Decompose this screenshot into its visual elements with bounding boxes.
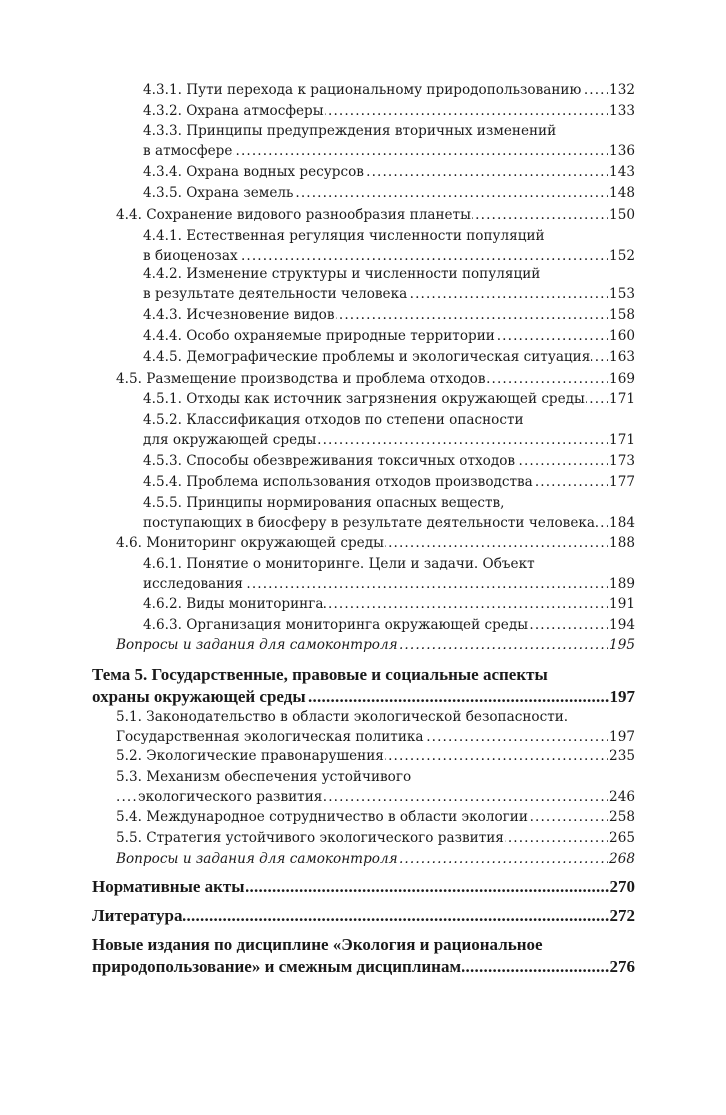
toc-chapter-entry[interactable] [92,876,635,898]
toc-chapter-title: Тема 5. Государственные, правовые и социальные аспекты [92,665,548,684]
toc-entry-title: 4.3.2. Охрана атмосферы [143,103,324,119]
toc-entry-title-cont: Государственная экологическая политика [116,729,424,745]
toc-chapter-page: 276 [609,957,635,976]
toc-entry-page: 153 [609,286,635,302]
toc-entry-title: 4.6.1. Понятие о мониторинге. Цели и задачи. Объект [143,556,535,572]
toc-chapter-entry[interactable] [92,905,635,927]
toc-entry-page: 177 [609,474,635,490]
toc-entry-page: 235 [609,748,635,764]
toc-entry-title: 4.3.4. Охрана водных ресурсов [143,164,364,180]
toc-entry[interactable] [116,205,635,225]
toc-entry-title: 4.5.3. Способы обезвреживания токсичных отходов [143,453,516,469]
toc-entry[interactable] [143,347,635,367]
toc-entry-title: 4.6. Мониторинг окружающей среды [116,535,384,551]
toc-entry[interactable] [116,369,635,389]
toc-entry-page: 158 [609,307,635,323]
toc-entry[interactable] [143,183,635,203]
toc-entry-page: 152 [609,248,635,264]
toc-entry-page: 163 [609,349,635,365]
toc-chapter-page: 272 [609,906,635,925]
toc-entry-title-cont: исследования [143,576,243,592]
toc-entry-title: 4.5. Размещение производства и проблема отходов [116,371,486,387]
toc-entry-page: 148 [609,185,635,201]
toc-entry-title: 4.3.5. Охрана земель [143,185,294,201]
toc-entry-title: 4.6.3. Организация мониторинга окружающей среды [143,617,529,633]
toc-entry-page: 132 [609,82,635,98]
toc-entry[interactable] [116,533,635,553]
toc-entry-page: 171 [609,391,635,407]
toc-entry[interactable] [116,828,635,848]
toc-entry-page: 189 [609,576,635,592]
toc-entry-page: 133 [609,103,635,119]
toc-entry-page: 194 [609,617,635,633]
toc-entry-page: 246 [609,789,635,805]
toc-entry[interactable] [143,615,635,635]
toc-entry-title: 4.5.1. Отходы как источник загрязнения окружающей среды [143,391,585,407]
toc-entry-page: 171 [609,432,635,448]
toc-entry[interactable] [116,849,635,869]
toc-chapter-page: 270 [609,877,635,896]
toc-chapter-title: Нормативные акты [92,877,245,896]
toc-entry[interactable] [116,707,635,747]
toc-entry[interactable] [143,101,635,121]
toc-entry-title-cont: в результате деятельности человека [143,286,408,302]
toc-entry-page: 265 [609,830,635,846]
toc-chapter-page: 197 [609,687,635,706]
toc-entry[interactable] [143,410,635,450]
toc-chapter-entry[interactable] [92,664,635,708]
toc-entry-title-cont: для окружающей среды [143,432,317,448]
toc-entry-title-cont: поступающих в биосферу в результате деятельности человека [143,515,595,531]
toc-entry-page: 143 [609,164,635,180]
toc-entry[interactable] [143,493,635,533]
toc-chapter-entry[interactable] [92,934,635,978]
toc-entry-page: 258 [609,809,635,825]
toc-entry-title-cont: в атмосфере [143,143,233,159]
toc-entry-title: 4.4. Сохранение видового разнообразия планеты [116,207,471,223]
toc-entry[interactable] [143,305,635,325]
toc-entry-title-cont: в биоценозах [143,248,238,264]
toc-entry[interactable] [143,472,635,492]
toc-entry-page: 160 [609,328,635,344]
toc-entry-title: 4.4.1. Естественная регуляция численности популяций [143,228,545,244]
toc-entry-title: 5.2. Экологические правонарушения [116,748,384,764]
toc-entry[interactable] [143,264,635,304]
toc-entry-page: 150 [609,207,635,223]
toc-entry-page: 268 [609,851,635,867]
toc-entry-title: 4.4.4. Особо охраняемые природные территории [143,328,495,344]
toc-entry[interactable] [143,162,635,182]
toc-entry-page: 184 [609,515,635,531]
toc-entry-page: 188 [609,535,635,551]
toc-entry[interactable] [143,451,635,471]
toc-entry[interactable] [116,746,635,766]
toc-entry-title: 4.5.5. Принципы нормирования опасных веществ, [143,495,505,511]
toc-entry[interactable] [143,594,635,614]
toc-entry-page: 191 [609,596,635,612]
toc-entry-title: 5.1. Законодательство в области экологической безопасности. [116,709,569,725]
toc-entry[interactable] [116,635,635,655]
toc-entry-title: Вопросы и задания для самоконтроля [116,851,398,867]
toc-entry-title: 5.4. Международное сотрудничество в области экологии [116,809,528,825]
toc-entry-page: 197 [609,729,635,745]
toc-entry-page: 169 [609,371,635,387]
toc-entry-title: 5.3. Механизм обеспечения устойчивого [116,769,412,785]
toc-entry-title: 4.4.2. Изменение структуры и численности популяций [143,266,541,282]
toc-entry[interactable] [143,389,635,409]
toc-entry-title: 4.6.2. Виды мониторинга [143,596,324,612]
toc-entry[interactable] [143,226,635,266]
toc-entry[interactable] [143,554,635,594]
toc-chapter-title: Новые издания по дисциплине «Экология и рациональное [92,935,543,954]
toc-entry[interactable] [116,767,635,807]
toc-entry[interactable] [143,326,635,346]
toc-entry-title: Вопросы и задания для самоконтроля [116,637,398,653]
toc-entry[interactable] [143,121,635,161]
toc-entry-title-cont: экологического развития [138,789,323,805]
toc-entry-page: 195 [609,637,635,653]
toc-entry[interactable] [116,807,635,827]
toc-entry-page: 136 [609,143,635,159]
toc-entry-title: 4.5.2. Классификация отходов по степени опасности [143,412,524,428]
toc-entry-title: 4.4.5. Демографические проблемы и экологическая ситуация [143,349,591,365]
toc-chapter-title-cont: природопользование» и смежным дисциплинам [92,957,462,976]
toc-chapter-title-cont: охраны окружающей среды [92,687,306,706]
toc-entry-title: 4.4.3. Исчезновение видов [143,307,335,323]
toc-entry-title: 4.3.3. Принципы предупреждения вторичных изменений [143,123,557,139]
toc-entry-title: 4.5.4. Проблема использования отходов производства [143,474,533,490]
toc-entry-title: 4.3.1. Пути перехода к рациональному природопользованию [143,82,582,98]
toc-entry-page: 173 [609,453,635,469]
toc-entry-title: 5.5. Стратегия устойчивого экологического развития [116,830,504,846]
toc-chapter-title: Литература [92,906,183,925]
toc-entry[interactable] [143,80,635,100]
